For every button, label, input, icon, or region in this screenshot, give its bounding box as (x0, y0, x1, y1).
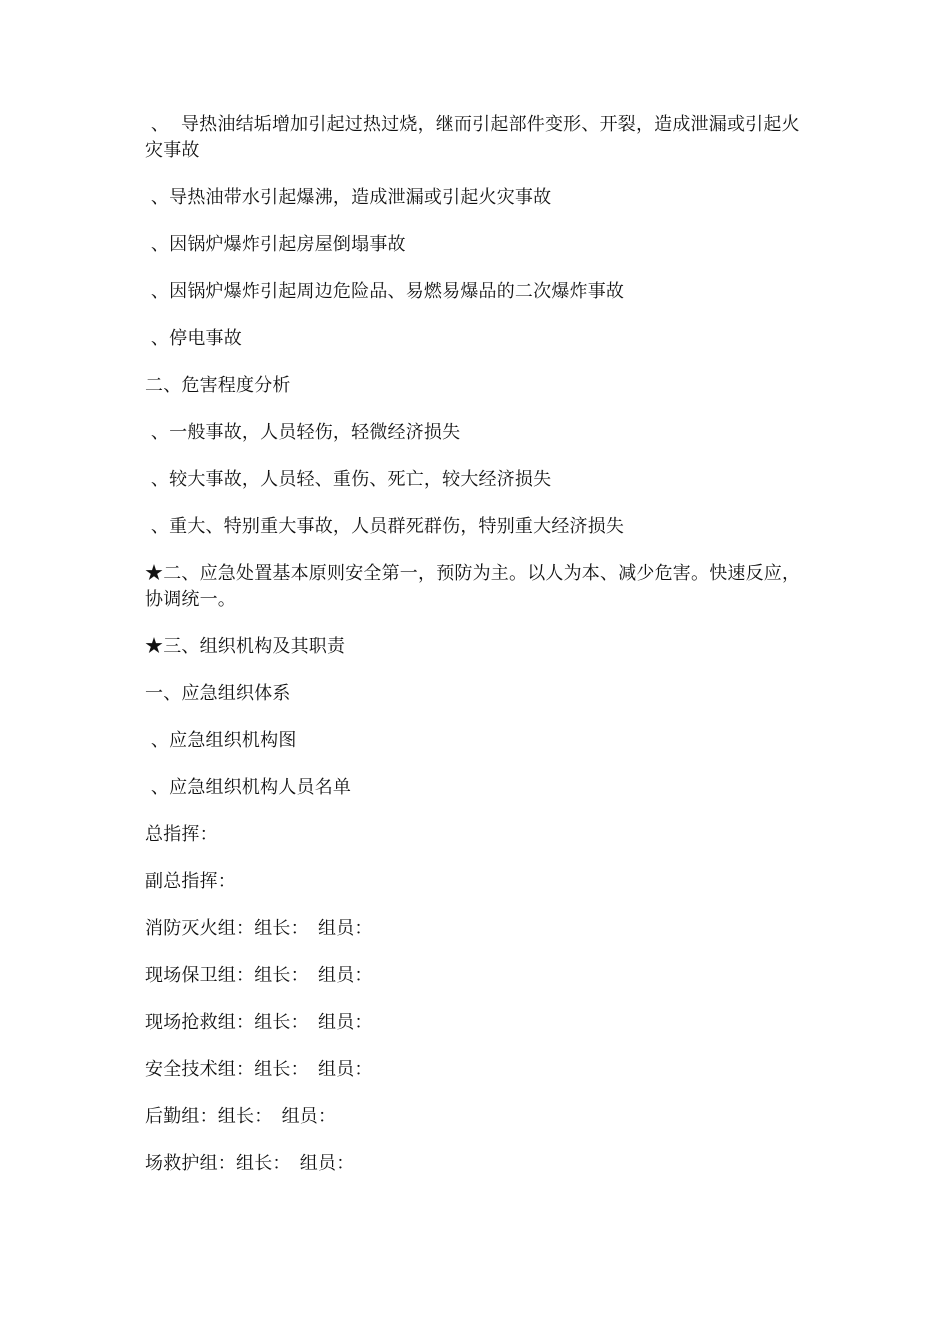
field-safety-tech-team: 安全技术组：组长： 组员： (145, 1059, 373, 1080)
paragraph-power-outage: 、停电事故 (145, 328, 242, 349)
field-deputy-commander: 副总指挥： (145, 871, 236, 892)
paragraph-major-accident: 、较大事故，人员轻、重伤、死亡，较大经济损失 (145, 469, 552, 490)
heading-response-principles: ★二、应急处置基本原则安全第一，预防为主。以人为本、减少危害。快速反应，协调统一。 (145, 563, 801, 610)
paragraph-secondary-explosion: 、因锅炉爆炸引起周边危险品、易燃易爆品的二次爆炸事故 (145, 281, 625, 302)
field-commander: 总指挥： (145, 824, 218, 845)
paragraph-personnel-list: 、应急组织机构人员名单 (145, 777, 352, 798)
document-body (145, 112, 813, 1177)
field-security-team: 现场保卫组：组长： 组员： (145, 965, 373, 986)
field-firefighting-team: 消防灭火组：组长： 组员： (145, 918, 373, 939)
paragraph-overheating: 、 导热油结垢增加引起过热过烧，继而引起部件变形、开裂，造成泄漏或引起火灾事故 (145, 114, 800, 161)
paragraph-house-collapse: 、因锅炉爆炸引起房屋倒塌事故 (145, 234, 406, 255)
paragraph-org-chart: 、应急组织机构图 (145, 730, 297, 751)
paragraph-water-boiling: 、导热油带水引起爆沸，造成泄漏或引起火灾事故 (145, 187, 552, 208)
heading-hazard-analysis: 二、危害程度分析 (145, 375, 291, 396)
paragraph-severe-accident: 、重大、特别重大事故，人员群死群伤，特别重大经济损失 (145, 516, 625, 537)
field-medical-team: 场救护组：组长： 组员： (145, 1153, 355, 1174)
heading-emergency-system: 一、应急组织体系 (145, 683, 291, 704)
field-rescue-team: 现场抢救组：组长： 组员： (145, 1012, 373, 1033)
field-logistics-team: 后勤组：组长： 组员： (145, 1106, 337, 1127)
heading-organization: ★三、组织机构及其职责 (145, 636, 346, 657)
paragraph-general-accident: 、一般事故，人员轻伤，轻微经济损失 (145, 422, 461, 443)
